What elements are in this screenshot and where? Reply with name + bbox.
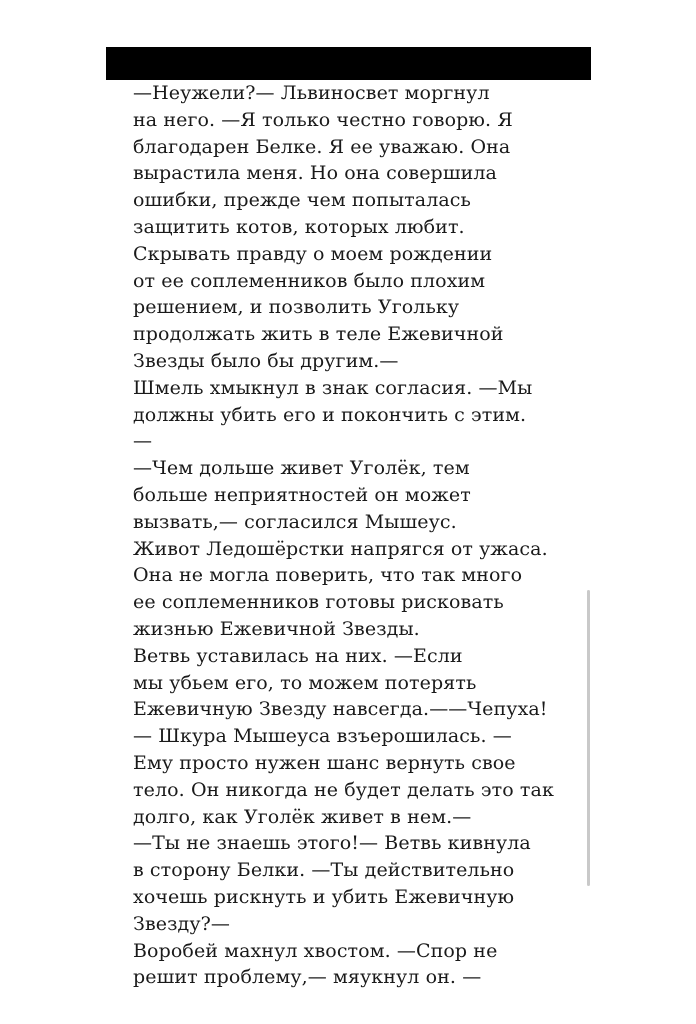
text-line: вызвать,— согласился Мышеус. <box>133 510 457 533</box>
text-line: Ему просто нужен шанс вернуть свое <box>133 751 516 774</box>
text-line: решит проблему,— мяукнул он. — <box>133 966 482 989</box>
text-line: должны убить его и покончить с этим. <box>133 403 527 426</box>
text-line: Воробей махнул хвостом. —Спор не <box>133 939 498 962</box>
text-line: — <box>133 430 153 453</box>
text-line: Ветвь уставилась на них. —Если <box>133 644 463 667</box>
text-line: тело. Он никогда не будет делать это так <box>133 778 554 801</box>
text-line: долго, как Уголёк живет в нем.— <box>133 805 472 828</box>
document-text <box>133 80 573 991</box>
text-line: мы убьем его, то можем потерять <box>133 671 477 694</box>
text-line: от ее соплеменников было плохим <box>133 269 486 292</box>
text-line: хочешь рискнуть и убить Ежевичную <box>133 885 515 908</box>
text-line: на него. —Я только честно говорю. Я <box>133 108 513 131</box>
text-line: Живот Ледошёрстки напрягся от ужаса. <box>133 537 548 560</box>
text-line: Она не могла поверить, что так много <box>133 564 523 587</box>
text-line: вырастила меня. Но она совершила <box>133 162 497 185</box>
text-line: Ежевичную Звезду навсегда.——Чепуха! <box>133 698 548 721</box>
text-line: продолжать жить в теле Ежевичной <box>133 323 504 346</box>
top-black-bar <box>106 47 591 80</box>
text-line: Звезду?— <box>133 912 231 935</box>
text-line: защитить котов, которых любит. <box>133 215 465 238</box>
text-line: —Неужели?— Львиносвет моргнул <box>133 82 490 104</box>
text-line: —Ты не знаешь этого!— Ветвь кивнула <box>133 832 531 855</box>
text-line: —Чем дольше живет Уголёк, тем <box>133 457 470 480</box>
text-line: благодарен Белке. Я ее уважаю. Она <box>133 135 511 158</box>
text-line: в сторону Белки. —Ты действительно <box>133 859 515 882</box>
text-line: больше неприятностей он может <box>133 483 471 506</box>
text-line: Скрывать правду о моем рождении <box>133 242 493 265</box>
text-line: ее соплеменников готовы рисковать <box>133 591 504 614</box>
text-line: Звезды было бы другим.— <box>133 349 399 372</box>
text-line: Шмель хмыкнул в знак согласия. —Мы <box>133 376 533 399</box>
text-line: решением, и позволить Угольку <box>133 296 460 319</box>
text-line: — Шкура Мышеуса взъерошилась. — <box>133 725 512 748</box>
text-line: жизнью Ежевичной Звезды. <box>133 617 420 640</box>
text-line: ошибки, прежде чем попыталась <box>133 189 471 212</box>
vertical-scrollbar[interactable] <box>587 590 590 886</box>
